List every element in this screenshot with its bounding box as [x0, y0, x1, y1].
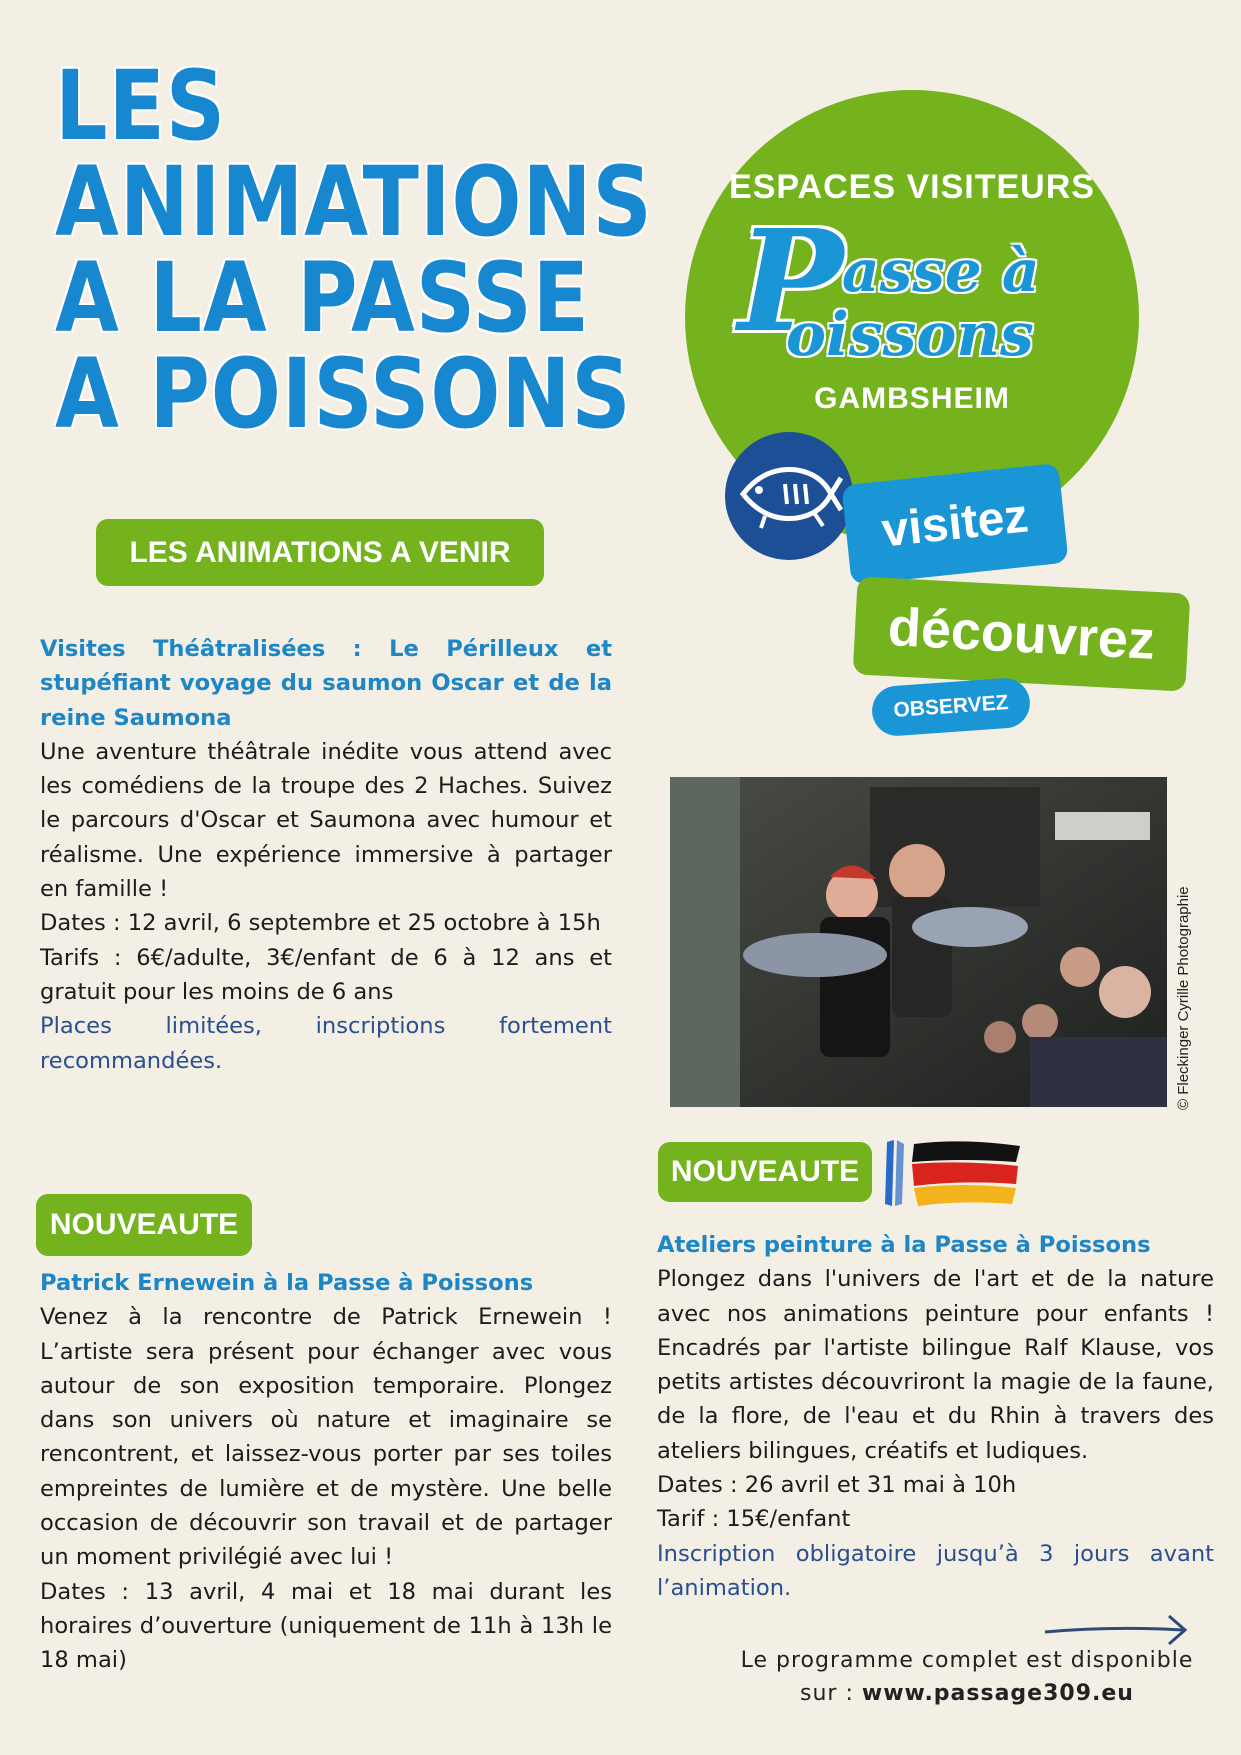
article-tarifs: Tarifs : 6€/adulte, 3€/enfant de 6 à 12 ans et gratuit pour les moins de 6 ans: [40, 944, 612, 1005]
article-dates: Dates : 12 avril, 6 septembre et 25 octobre à 15h: [40, 910, 601, 937]
title-line-3: A LA PASSE: [55, 242, 590, 354]
footer-line-1: Le programme complet est disponible: [740, 1648, 1194, 1673]
article-dates: Dates : 26 avril et 31 mai à 10h: [657, 1472, 1017, 1499]
tag-decouvrez: découvrez: [853, 576, 1191, 691]
title-line-2: ANIMATIONS: [55, 146, 653, 258]
article-patrick-ernewein: [40, 1266, 612, 1678]
logo-bottom-text: GAMBSHEIM: [814, 382, 1010, 415]
footer-prefix: sur :: [800, 1681, 862, 1706]
badge-new-left: NOUVEAUTE: [36, 1194, 252, 1256]
article-body: Une aventure théâtrale inédite vous attend avec les comédiens de la troupe des 2 Haches. Suivez le parcours d'Oscar et Saumona avec humour et réalisme. Une expérience immersive à partager en famille !: [40, 738, 612, 903]
logo-top-text: ESPACES VISITEURS: [729, 168, 1095, 206]
fr-de-flags-icon: [882, 1138, 1022, 1208]
title-line-1: LES: [55, 50, 227, 162]
article-heading: Visites Théâtralisées : Le Périlleux et stupéfiant voyage du saumon Oscar et de la reine Saumona: [40, 636, 612, 731]
event-photo: [670, 777, 1167, 1107]
fish-logo-badge: [725, 432, 853, 560]
tag-observez: OBSERVEZ: [870, 677, 1031, 738]
badge-new-right: NOUVEAUTE: [658, 1142, 872, 1202]
article-tarif: Tarif : 15€/enfant: [657, 1506, 851, 1533]
footer-line-2: [732, 1677, 1202, 1710]
fish-icon: [735, 454, 843, 534]
article-note: Places limitées, inscriptions fortement recommandées.: [40, 1013, 612, 1074]
logo-brand-initial: P: [738, 200, 844, 364]
article-note: Inscription obligatoire jusqu’à 3 jours avant l’animation.: [657, 1540, 1214, 1601]
article-dates: Dates : 13 avril, 4 mai et 18 mai durant les horaires d’ouverture (uniquement de 11h à 13h le 18 mai): [40, 1578, 612, 1674]
article-body: Venez à la rencontre de Patrick Ernewein ! L’artiste sera présent pour échanger avec vous autour de son exposition temporaire. Plongez dans son univers où nature et imaginaire se rencontrent, et laissez-vous porter par ses toiles empreintes de lumière et de mystère. Une belle occasion de découvrir son travail et de partager un moment privilégié avec lui !: [40, 1304, 612, 1571]
article-painting-workshops: [657, 1228, 1214, 1605]
article-body: Plongez dans l'univers de l'art et de la nature avec nos animations peinture pour enfants ! Encadrés par l'artiste bilingue Ralf Klause, vos petits artistes découvriront la magie de la faune, de la flore, de l'eau et du Rhin à travers des ateliers bilingues, créatifs et ludiques.: [657, 1266, 1214, 1464]
badge-upcoming-animations: LES ANIMATIONS A VENIR: [96, 519, 544, 586]
page-title: [55, 50, 653, 450]
article-theatre-visits: [40, 632, 612, 1078]
theatre-performance-image: [670, 777, 1167, 1107]
logo-brand-line-2: oissons: [786, 300, 1034, 370]
footer-text: [732, 1644, 1202, 1710]
article-heading: Patrick Ernewein à la Passe à Poissons: [40, 1270, 534, 1296]
logo-brand-line-1: asse à: [842, 237, 1040, 305]
title-line-4: A POISSONS: [55, 338, 632, 450]
tag-visitez: visitez: [841, 463, 1068, 585]
website-link[interactable]: www.passage309.eu: [861, 1681, 1134, 1706]
article-heading: Ateliers peinture à la Passe à Poissons: [657, 1232, 1151, 1258]
photo-credit: © Fleckinger Cyrille Photographie: [1175, 886, 1192, 1110]
